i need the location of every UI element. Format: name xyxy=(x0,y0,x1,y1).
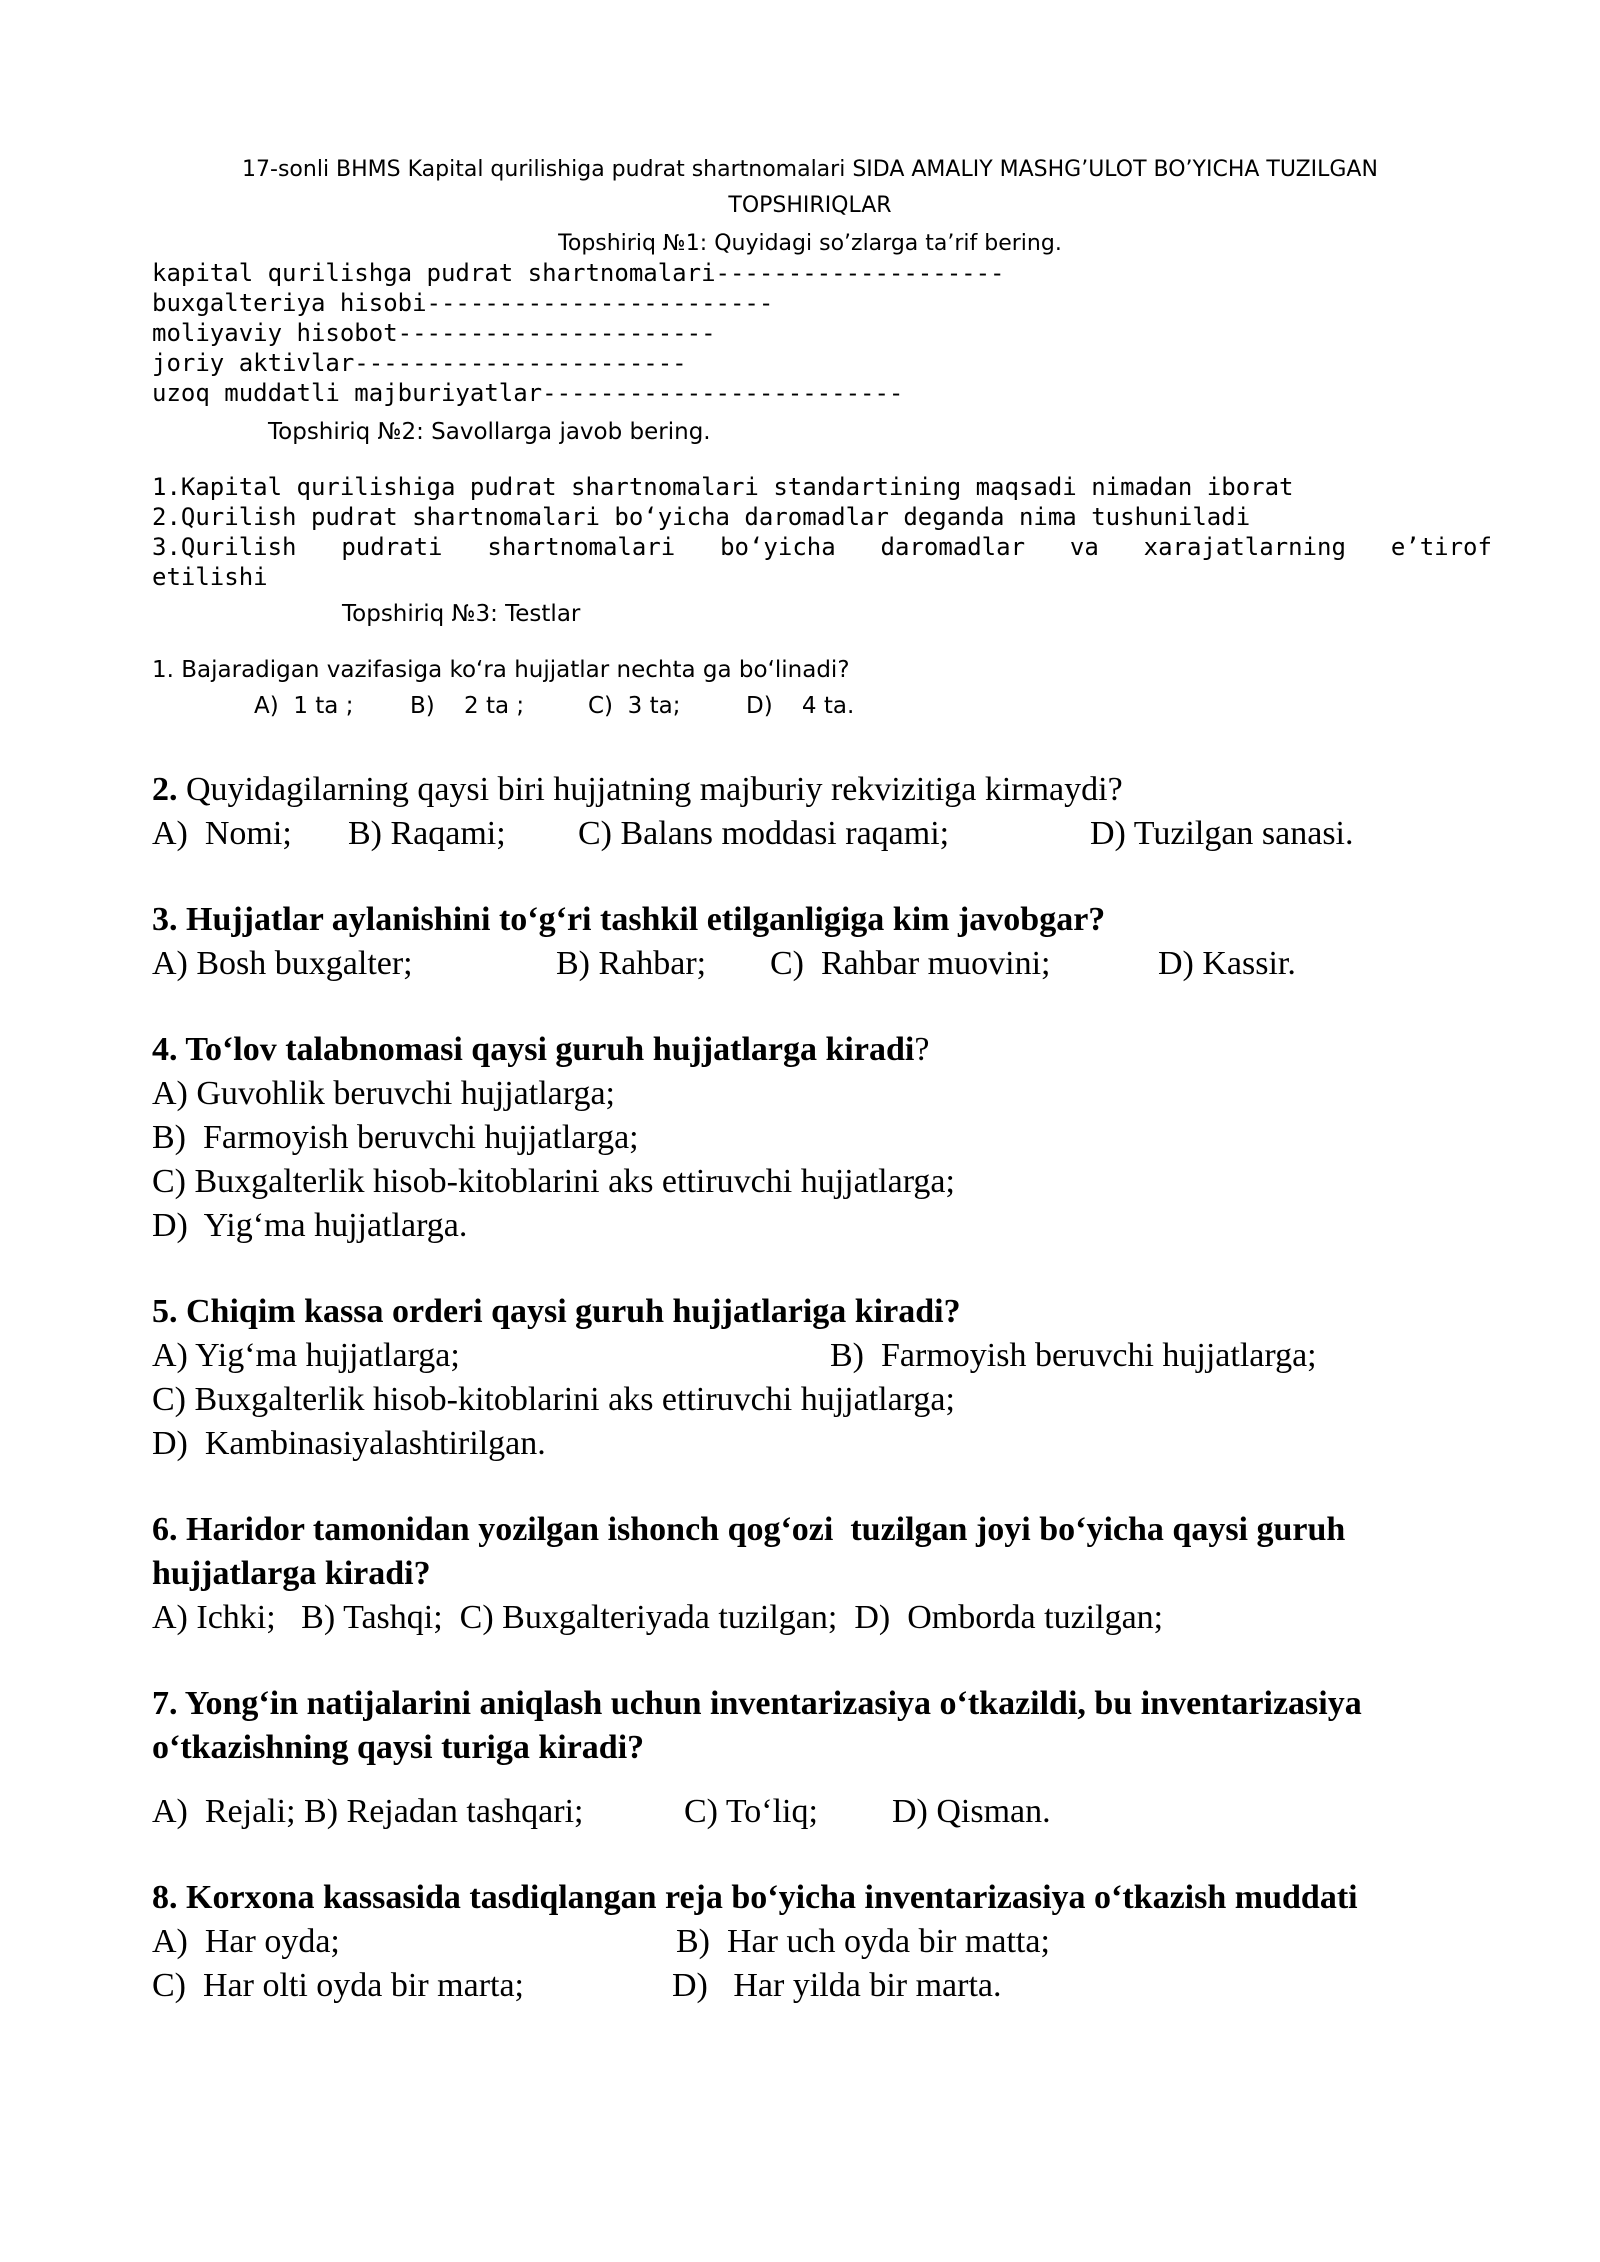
word: 3.Qurilish xyxy=(152,533,297,561)
task1-item: uzoq muddatli majburiyatlar------------------------- xyxy=(152,379,904,407)
answer-option: C) To‘liq; xyxy=(684,1793,818,1830)
answer-option: D) 4 ta. xyxy=(746,693,855,719)
document-title: 17-sonli BHMS Kapital qurilishiga pudrat shartnomalari SIDA AMALIY MASHG’ULOT BO’YICHA TUZILGAN xyxy=(242,157,1378,182)
question-text: 4. To‘lov talabnomasi qaysi guruh hujjatlarga kiradi xyxy=(152,1031,915,1068)
task1-item: moliyaviy hisobot---------------------- xyxy=(152,319,716,347)
test-question-7: 7. Yong‘in natijalarini aniqlash uchun inventarizasiya o‘tkazildi, bu inventarizasiya xyxy=(152,1685,1362,1722)
word: va xyxy=(1069,533,1099,561)
answer-option: C) Rahbar muovini; xyxy=(770,945,1051,982)
test-question-2 xyxy=(152,768,1123,812)
answer-option: C) Har olti oyda bir marta; xyxy=(152,1967,525,2004)
question-number: 2. xyxy=(152,771,178,808)
answer-option: C) Buxgalterlik hisob-kitoblarini aks ettiruvchi hujjatlarga; xyxy=(152,1381,955,1418)
answer-option: D) Kambinasiyalashtirilgan. xyxy=(152,1425,546,1462)
answer-option: B) Har uch oyda bir matta; xyxy=(676,1923,1050,1960)
task2-question: 2.Qurilish pudrat shartnomalari bo‘yicha daromadlar deganda nima tushuniladi xyxy=(152,503,1251,531)
question-mark: ? xyxy=(914,1031,930,1068)
word: pudrati xyxy=(341,533,443,561)
word: bo‘yicha xyxy=(720,533,836,561)
word: e’tirof xyxy=(1390,533,1492,561)
answer-option: D) Yig‘ma hujjatlarga. xyxy=(152,1207,468,1244)
test-question-1: 1. Bajaradigan vazifasiga ko‘ra hujjatlar nechta ga bo‘linadi? xyxy=(152,657,850,683)
answer-option: A) Yig‘ma hujjatlarga; xyxy=(152,1337,460,1374)
answer-option: A) Har oyda; xyxy=(152,1923,340,1960)
task3-heading: Topshiriq №3: Testlar xyxy=(342,601,581,627)
answer-option: B) Farmoyish beruvchi hujjatlarga; xyxy=(830,1337,1317,1374)
task1-item: buxgalteriya hisobi------------------------ xyxy=(152,289,774,317)
word: daromadlar xyxy=(880,533,1026,561)
test-question-3: 3. Hujjatlar aylanishini to‘g‘ri tashkil etilganligiga kim javobgar? xyxy=(152,901,1106,938)
document-title-cont: TOPSHIRIQLAR xyxy=(728,193,892,218)
answer-option: A) Guvohlik beruvchi hujjatlarga; xyxy=(152,1075,615,1112)
answer-option: B) Farmoyish beruvchi hujjatlarga; xyxy=(152,1119,639,1156)
task2-question: 1.Kapital qurilishiga pudrat shartnomalari standartining maqsadi nimadan iborat xyxy=(152,473,1294,501)
test-question-8: 8. Korxona kassasida tasdiqlangan reja bo‘yicha inventarizasiya o‘tkazish muddati xyxy=(152,1879,1358,1916)
test-question-6: 6. Haridor tamonidan yozilgan ishonch qog‘ozi tuzilgan joyi bo‘yicha qaysi guruh xyxy=(152,1511,1346,1548)
task2-question-cont: etilishi xyxy=(152,563,268,591)
answer-option: D) Qisman. xyxy=(892,1793,1051,1830)
task2-question xyxy=(152,532,1492,562)
answer-option: D) Tuzilgan sanasi. xyxy=(1090,815,1354,852)
task1-heading: Topshiriq №1: Quyidagi so’zlarga ta’rif bering. xyxy=(558,231,1062,256)
task1-item: joriy aktivlar----------------------- xyxy=(152,349,687,377)
answer-option: B) Raqami; xyxy=(348,815,506,852)
answer-option: C) Buxgalterlik hisob-kitoblarini aks ettiruvchi hujjatlarga; xyxy=(152,1163,955,1200)
answer-option: A) 1 ta ; xyxy=(254,693,354,719)
word: shartnomalari xyxy=(487,533,676,561)
question-text: Quyidagilarning qaysi biri hujjatning majburiy rekvizitiga kirmaydi? xyxy=(177,771,1123,808)
task2-heading: Topshiriq №2: Savollarga javob bering. xyxy=(268,419,711,445)
test-question-4 xyxy=(152,1028,929,1072)
answer-option: D) Har yilda bir marta. xyxy=(672,1967,1002,2004)
answer-option: A) Rejali; B) Rejadan tashqari; xyxy=(152,1793,584,1830)
answer-option: B) 2 ta ; xyxy=(410,693,525,719)
test-question-7-cont: o‘tkazishning qaysi turiga kiradi? xyxy=(152,1729,645,1766)
task1-item: kapital qurilishga pudrat shartnomalari-------------------- xyxy=(152,259,1005,287)
answer-option: A) Nomi; xyxy=(152,815,292,852)
answer-option: C) Balans moddasi raqami; xyxy=(578,815,950,852)
word: xarajatlarning xyxy=(1143,533,1346,561)
answer-options: A) Ichki; B) Tashqi; C) Buxgalteriyada tuzilgan; D) Omborda tuzilgan; xyxy=(152,1599,1164,1636)
answer-option: A) Bosh buxgalter; xyxy=(152,945,413,982)
answer-option: B) Rahbar; xyxy=(556,945,707,982)
answer-option: C) 3 ta; xyxy=(588,693,681,719)
test-question-6-cont: hujjatlarga kiradi? xyxy=(152,1555,431,1592)
test-question-5: 5. Chiqim kassa orderi qaysi guruh hujjatlariga kiradi? xyxy=(152,1293,961,1330)
answer-option: D) Kassir. xyxy=(1158,945,1296,982)
